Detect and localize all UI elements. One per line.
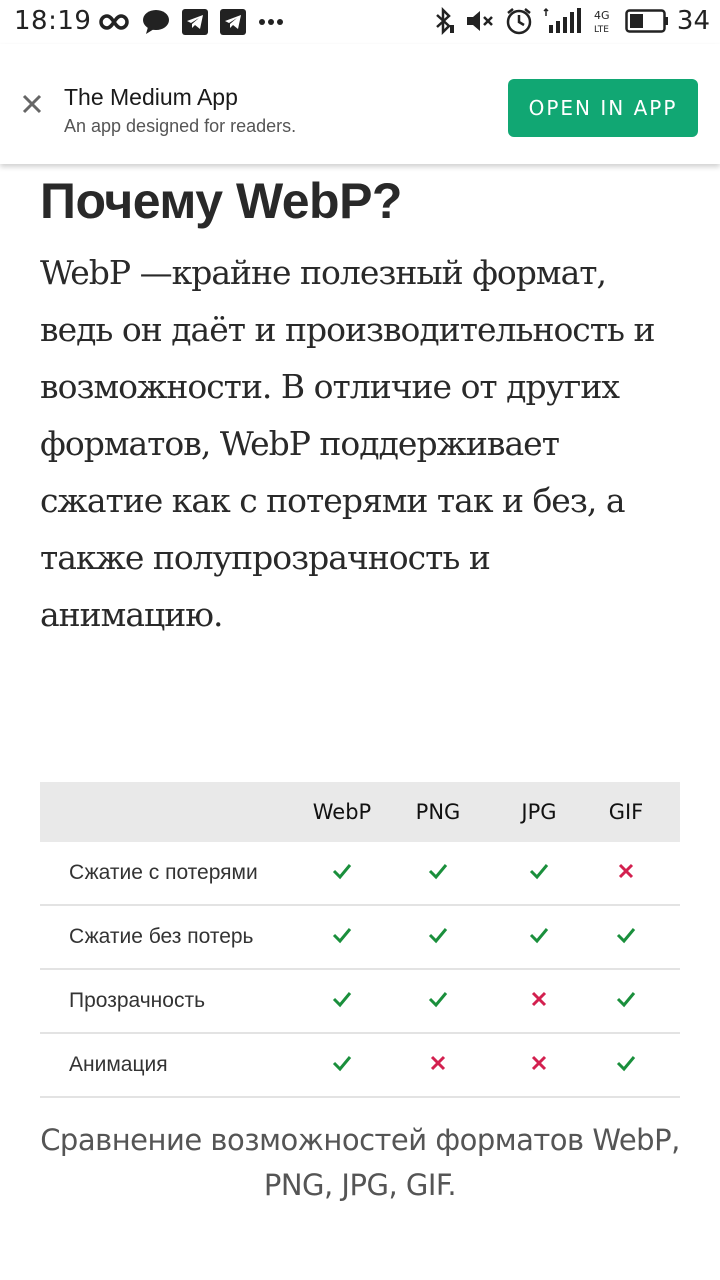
cross-icon [614, 859, 638, 883]
comparison-table [40, 782, 680, 1098]
link-icon [98, 8, 130, 36]
check-icon [330, 987, 354, 1011]
check-icon [330, 923, 354, 947]
table-row [40, 842, 680, 906]
check-icon [426, 859, 450, 883]
table-row [40, 970, 680, 1034]
column-header-gif: GIF [608, 800, 644, 824]
table-row [40, 1034, 680, 1098]
svg-text:4G: 4G [593, 9, 610, 22]
check-icon [527, 859, 551, 883]
row-label: Прозрачность [69, 989, 206, 1012]
signal-icon [543, 7, 583, 35]
chat-icon [142, 8, 170, 36]
check-icon [527, 923, 551, 947]
app-banner [0, 44, 720, 164]
check-icon [330, 1051, 354, 1075]
cell-webp [296, 1051, 388, 1080]
cell-png [388, 923, 488, 952]
banner-title: The Medium App [64, 84, 238, 110]
check-icon [614, 923, 638, 947]
cell-webp [296, 859, 388, 888]
column-header-jpg: JPG [521, 800, 557, 824]
table-row [40, 906, 680, 970]
cell-jpg [488, 987, 590, 1016]
article-heading: Почему WebP? [40, 173, 402, 229]
banner-subtitle: An app designed for readers. [64, 116, 297, 136]
table-body [40, 842, 680, 1098]
cell-jpg [488, 1051, 590, 1080]
more-dots-icon [258, 8, 284, 36]
telegram-icon [182, 8, 208, 36]
cell-gif [590, 987, 662, 1016]
status-time: 18:19 [14, 6, 92, 36]
battery-level: 34 [676, 6, 710, 36]
cell-jpg [488, 923, 590, 952]
banner-close-button[interactable] [16, 90, 48, 122]
table-caption: Сравнение возможностей форматов WebP, PNG, JPG, GIF. [40, 1123, 680, 1202]
cell-webp [296, 923, 388, 952]
cell-gif [590, 1051, 662, 1080]
alarm-icon [505, 7, 533, 35]
cell-webp [296, 987, 388, 1016]
row-label: Сжатие с потерями [69, 861, 258, 884]
telegram-icon [220, 8, 246, 36]
column-header-webp: WebP [312, 800, 372, 824]
cross-icon [426, 1051, 450, 1075]
table-header-row [40, 782, 680, 842]
row-label: Сжатие без потерь [69, 925, 254, 948]
check-icon [330, 859, 354, 883]
article [40, 164, 680, 643]
cell-gif [590, 923, 662, 952]
cell-jpg [488, 859, 590, 888]
bluetooth-icon [433, 7, 455, 35]
cell-png [388, 987, 488, 1016]
column-header-png: PNG [415, 800, 461, 824]
check-icon [426, 923, 450, 947]
cross-icon [527, 987, 551, 1011]
svg-text:LTE: LTE [593, 25, 609, 35]
battery-icon [625, 7, 669, 35]
open-in-app-button[interactable]: OPEN IN APP [508, 79, 698, 137]
cell-gif [590, 859, 662, 888]
close-icon [21, 93, 43, 120]
check-icon [614, 987, 638, 1011]
status-bar [0, 0, 720, 44]
lte-icon [593, 7, 615, 35]
row-label: Анимация [69, 1053, 168, 1076]
article-paragraph: WebP —крайне полезный формат, ведь он даёт и производительность и возможности. В отличие от других форматов, WebP поддерживает сжатие как с потерями так и без, а также полупрозрачность и анимацию. [40, 253, 655, 634]
check-icon [426, 987, 450, 1011]
cell-png [388, 859, 488, 888]
cell-png [388, 1051, 488, 1080]
mute-icon [465, 7, 495, 35]
check-icon [614, 1051, 638, 1075]
cross-icon [527, 1051, 551, 1075]
